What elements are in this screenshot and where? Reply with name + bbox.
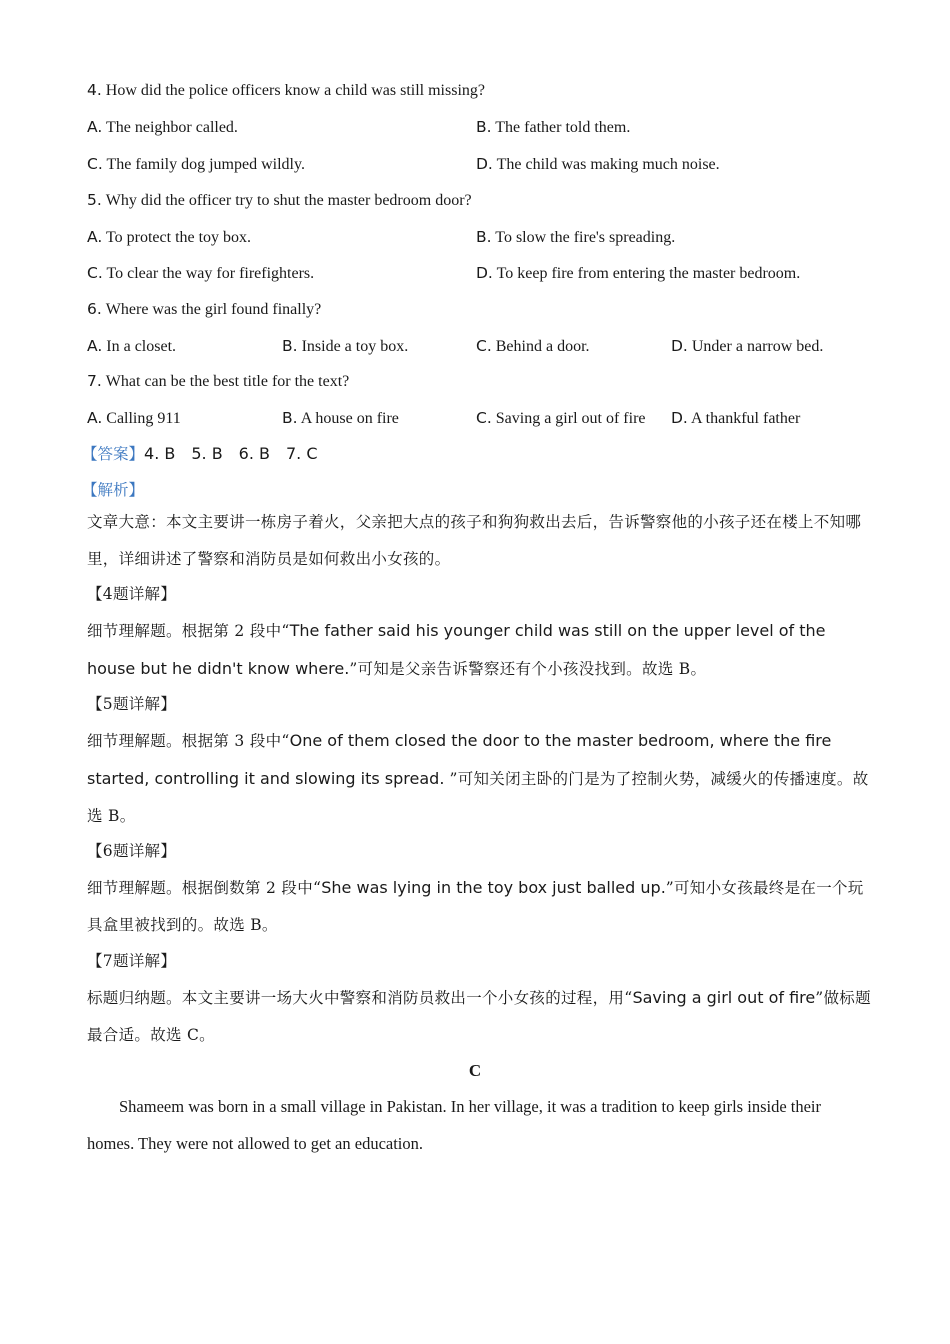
- passage-text: Shameem was born in a small village in Pakistan. In her village, it was a tradition to keep girls inside their homes. They were not allowed to get an education.: [87, 1097, 822, 1153]
- option-5c: C. To clear the way for firefighters.: [87, 264, 315, 282]
- question-text: What can be the best title for the text?: [105, 373, 350, 390]
- question-number: 5.: [87, 191, 102, 209]
- detail-7-heading: 【7题详解】: [87, 952, 177, 970]
- question-text: Why did the officer try to shut the master bedroom door?: [105, 192, 472, 209]
- detail-4-body: 细节理解题。根据第 2 段中“The father said his younger child was still on the upper level of the house but he didn't know where.”可知是父亲告诉警察还有个小孩没找到。故选 B。: [87, 621, 826, 678]
- question-number: 7.: [87, 372, 102, 390]
- question-text: How did the police officers know a child was still missing?: [105, 82, 485, 99]
- option-4a: A. The neighbor called.: [87, 118, 238, 136]
- analysis-summary: 文章大意：本文主要讲一栋房子着火，父亲把大点的孩子和狗狗救出去后，告诉警察他的小孩子还在楼上不知哪里，详细讲述了警察和消防员是如何救出小女孩的。: [87, 513, 862, 568]
- option-4c: C. The family dog jumped wildly.: [87, 155, 305, 173]
- option-5a: A. To protect the toy box.: [87, 228, 252, 246]
- detail-6-body: 细节理解题。根据倒数第 2 段中“She was lying in the toy box just balled up.”可知小女孩最终是在一个玩具盒里被找到的。故选 B。: [87, 878, 864, 934]
- question-6: [87, 299, 321, 320]
- answer-value: 4. B: [144, 444, 176, 463]
- detail-4-heading: 【4题详解】: [87, 585, 177, 603]
- option-7a: A. Calling 911: [87, 409, 181, 427]
- option-5b: B. To slow the fire's spreading.: [476, 228, 676, 246]
- detail-7-body: 标题归纳题。本文主要讲一场大火中警察和消防员救出一个小女孩的过程，用“Saving a girl out of fire”做标题最合适。故选 C。: [87, 988, 871, 1044]
- option-6d: D. Under a narrow bed.: [671, 337, 824, 355]
- option-6b: B. Inside a toy box.: [282, 337, 409, 355]
- option-7d: D. A thankful father: [671, 409, 801, 427]
- option-6a: A. In a closet.: [87, 337, 177, 355]
- question-text: Where was the girl found finally?: [105, 301, 322, 318]
- question-5: [87, 190, 472, 211]
- question-7: [87, 371, 349, 392]
- question-number: 4.: [87, 81, 102, 99]
- analysis-heading: 【解析】: [82, 481, 145, 499]
- detail-6-heading: 【6题详解】: [87, 842, 177, 860]
- question-4: [87, 80, 485, 101]
- option-6c: C. Behind a door.: [476, 337, 590, 355]
- answer-value: 5. B: [191, 444, 223, 463]
- option-4b: B. The father told them.: [476, 118, 631, 136]
- answer-value: 7. C: [286, 444, 318, 463]
- answer-value: 6. B: [238, 444, 270, 463]
- detail-5-heading: 【5题详解】: [87, 695, 177, 713]
- detail-5-body: 细节理解题。根据第 3 段中“One of them closed the door to the master bedroom, where the fire started, controlling it and slowing its spread. ”可知关闭主卧的门是为了控制火势，减缓火的传播速度。故选 B。: [87, 731, 869, 825]
- question-number: 6.: [87, 300, 102, 318]
- option-4d: D. The child was making much noise.: [476, 155, 720, 173]
- section-heading: C: [468, 1061, 482, 1080]
- answer-label: 【答案】: [82, 445, 145, 463]
- answer-line: [82, 444, 318, 465]
- option-7c: C. Saving a girl out of fire: [476, 409, 646, 427]
- option-7b: B. A house on fire: [282, 409, 399, 427]
- option-5d: D. To keep fire from entering the master bedroom.: [476, 264, 801, 282]
